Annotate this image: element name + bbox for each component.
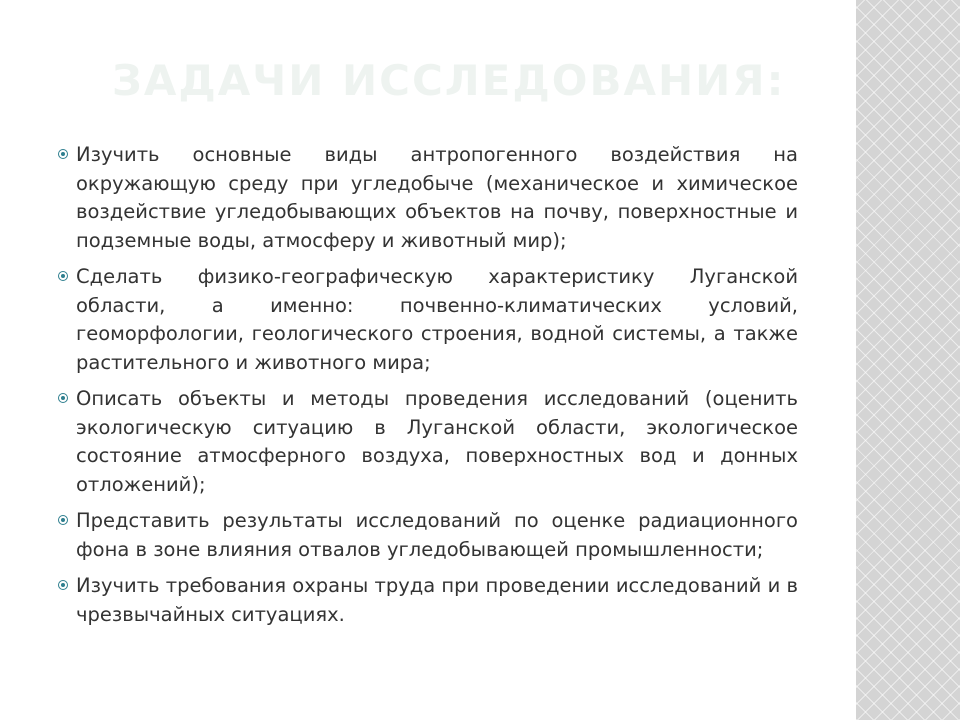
bullet-text: Описать объекты и методы проведения исследований (оценить экологическую ситуацию в Луганской области, экологическое состояние атмосферного воздуха, поверхностных вод и донных отложений);: [76, 387, 798, 496]
circle-bullet-icon: [58, 271, 68, 281]
circle-bullet-icon: [58, 515, 68, 525]
bullet-item: [58, 572, 798, 629]
bullet-item: [58, 141, 798, 255]
decorative-side-panel: [856, 0, 960, 720]
bullet-text: Представить результаты исследований по оценке радиационного фона в зоне влияния отвалов угледобывающей промышленности;: [76, 509, 798, 561]
circle-bullet-icon: [58, 393, 68, 403]
slide-title: ЗАДАЧИ ИССЛЕДОВАНИЯ:: [112, 56, 786, 105]
bullet-item: [58, 507, 798, 564]
bullet-item: [58, 263, 798, 377]
circle-bullet-icon: [58, 580, 68, 590]
bullet-text: Изучить основные виды антропогенного воздействия на окружающую среду при угледобыче (механическое и химическое воздействие угледобывающих объектов на почву, поверхностные и подземные воды, атмосферу и животный мир);: [76, 143, 798, 252]
bullet-text: Сделать физико-географическую характеристику Луганской области, а именно: почвенно-климатических условий, геоморфологии, геологического строения, водной системы, а также растительного и животного мира;: [76, 265, 798, 374]
bullet-item: [58, 385, 798, 499]
circle-bullet-icon: [58, 149, 68, 159]
bullet-text: Изучить требования охраны труда при проведении исследований и в чрезвычайных ситуациях.: [76, 574, 798, 626]
bullet-list: [58, 141, 798, 637]
